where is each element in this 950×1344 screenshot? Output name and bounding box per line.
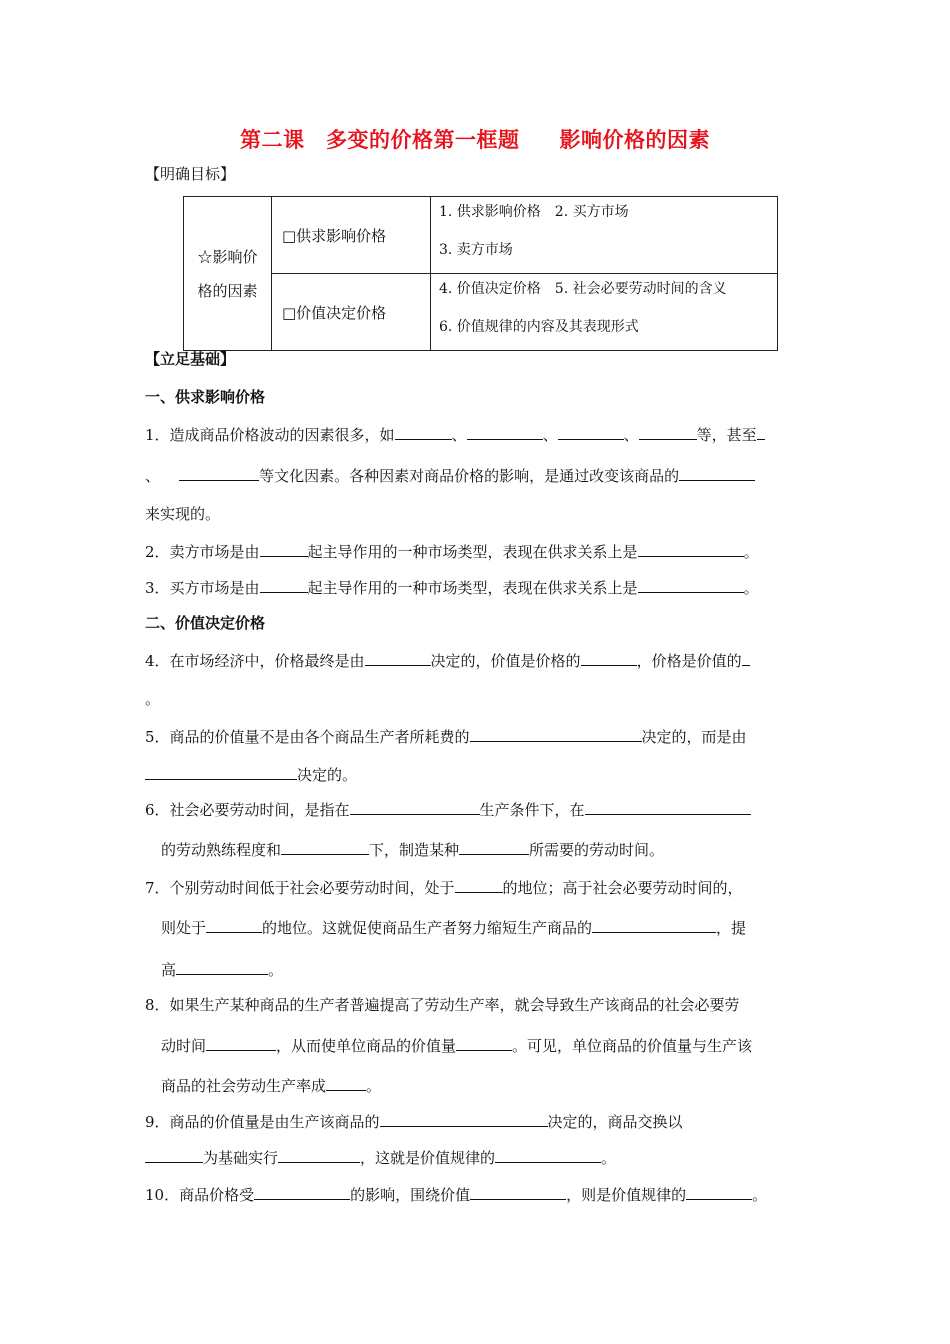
question-8-cont: 动时间 ，从而使单位商品的价值量 。可见，单位商品的价值量与生产该 <box>161 1034 752 1056</box>
question-7-cont: 则处于 的地位。这就促使商品生产者努力缩短生产商品的 ，提 <box>161 916 746 938</box>
question-5-cont: 决定的。 <box>145 763 357 785</box>
goals-topic-items <box>431 197 778 274</box>
answer-blank[interactable] <box>456 1034 512 1051</box>
answer-blank[interactable] <box>742 649 750 666</box>
answer-blank[interactable] <box>380 1110 548 1127</box>
goals-table <box>183 196 778 351</box>
answer-blank[interactable] <box>260 540 308 557</box>
answer-blank[interactable] <box>179 464 259 481</box>
goals-main-line1: ☆影响价 <box>197 247 258 266</box>
question-1: 1．造成商品价格波动的因素很多，如 、 、 、 等，甚至 <box>145 423 765 445</box>
answer-blank[interactable] <box>395 423 452 440</box>
answer-blank[interactable] <box>254 1183 350 1200</box>
answer-blank[interactable] <box>585 798 751 815</box>
answer-blank[interactable] <box>326 1074 366 1091</box>
goals-item: 3. 卖方市场 <box>439 242 513 258</box>
question-5: 5．商品的价值量不是由各个商品生产者所耗费的 决定的，而是由 <box>145 725 747 747</box>
answer-blank[interactable] <box>459 838 529 855</box>
question-1-end: 来实现的。 <box>145 505 221 523</box>
title-part1: 第二课 多变的价格第一框题 <box>240 128 520 152</box>
answer-blank[interactable] <box>365 649 431 666</box>
answer-blank[interactable] <box>206 916 262 933</box>
goals-item: 1. 供求影响价格 2. 买方市场 <box>439 204 629 220</box>
title-part2: 影响价格的因素 <box>559 128 710 152</box>
answer-blank[interactable] <box>145 1146 203 1163</box>
answer-blank[interactable] <box>455 876 503 893</box>
answer-blank[interactable] <box>145 763 297 780</box>
question-9-cont: 为基础实行 ，这就是价值规律的 。 <box>145 1146 616 1168</box>
goals-item: 4. 价值决定价格 5. 社会必要劳动时间的含义 <box>439 281 727 297</box>
question-7-end: 高 。 <box>161 958 283 980</box>
goals-heading: 【明确目标】 <box>145 165 236 183</box>
goals-topic-label: □供求影响价格 <box>272 197 431 274</box>
goals-item: 6. 价值规律的内容及其表现形式 <box>439 319 639 335</box>
goals-main-topic <box>184 197 272 351</box>
question-3: 3．买方市场是由 起主导作用的一种市场类型，表现在供求关系上是 。 <box>145 576 759 598</box>
answer-blank[interactable] <box>558 423 624 440</box>
question-1-cont: 、 等文化因素。各种因素对商品价格的影响，是通过改变该商品的 <box>145 464 755 486</box>
answer-blank[interactable] <box>281 838 369 855</box>
question-7: 7．个别劳动时间低于社会必要劳动时间，处于 的地位；高于社会必要劳动时间的， <box>145 876 743 898</box>
answer-blank[interactable] <box>470 1183 566 1200</box>
answer-blank[interactable] <box>686 1183 752 1200</box>
question-9: 9．商品的价值量是由生产该商品的 决定的，商品交换以 <box>145 1110 683 1132</box>
answer-blank[interactable] <box>206 1034 276 1051</box>
answer-blank[interactable] <box>592 916 716 933</box>
question-8-end: 商品的社会劳动生产率成 。 <box>161 1074 381 1096</box>
goals-main-line2: 格的因素 <box>197 281 258 300</box>
answer-blank[interactable] <box>757 423 765 440</box>
answer-blank[interactable] <box>350 798 480 815</box>
question-8: 8．如果生产某种商品的生产者普遍提高了劳动生产率，就会导致生产该商品的社会必要劳 <box>145 996 740 1014</box>
answer-blank[interactable] <box>495 1146 601 1163</box>
question-4-end: 。 <box>145 690 161 708</box>
goals-topic-items <box>431 274 778 351</box>
goals-topic-label: □价值决定价格 <box>272 274 431 351</box>
question-6-cont: 的劳动熟练程度和 下，制造某种 所需要的劳动时间。 <box>161 838 664 860</box>
question-6: 6．社会必要劳动时间，是指在 生产条件下，在 <box>145 798 751 820</box>
answer-blank[interactable] <box>467 423 543 440</box>
question-2: 2．卖方市场是由 起主导作用的一种市场类型，表现在供求关系上是 。 <box>145 540 759 562</box>
answer-blank[interactable] <box>278 1146 360 1163</box>
answer-blank[interactable] <box>638 576 744 593</box>
section1-heading: 一、供求影响价格 <box>145 388 266 406</box>
answer-blank[interactable] <box>260 576 308 593</box>
answer-blank[interactable] <box>581 649 637 666</box>
answer-blank[interactable] <box>638 540 744 557</box>
question-10: 10．商品价格受 的影响，围绕价值 ，则是价值规律的 。 <box>145 1183 767 1205</box>
answer-blank[interactable] <box>679 464 755 481</box>
foundation-heading: 【立足基础】 <box>145 350 236 368</box>
answer-blank[interactable] <box>470 725 642 742</box>
answer-blank[interactable] <box>176 958 268 975</box>
section2-heading: 二、价值决定价格 <box>145 614 266 632</box>
answer-blank[interactable] <box>639 423 697 440</box>
page-title <box>0 124 950 154</box>
question-4: 4．在市场经济中，价格最终是由 决定的，价值是价格的 ，价格是价值的 <box>145 649 750 671</box>
